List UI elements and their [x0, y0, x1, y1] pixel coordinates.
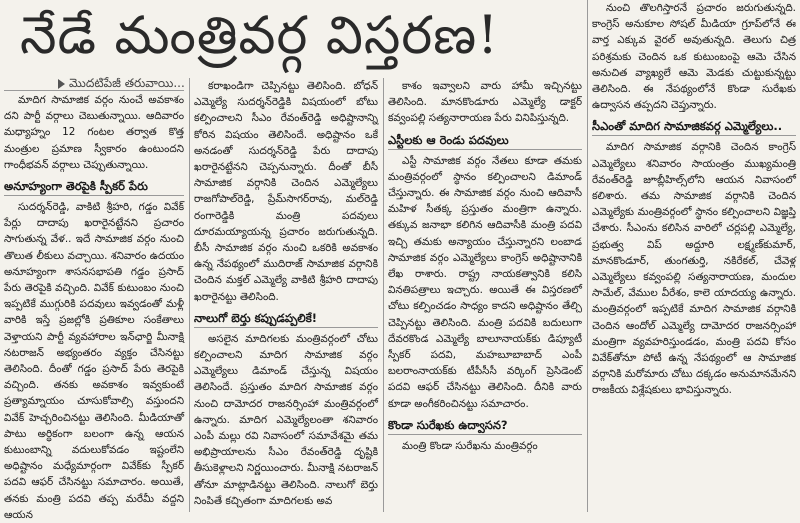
paragraph: మాదిగ సామాజిక వర్గం నుంచే అవకాశం దని పార్టీ వర్గాలు చెబుతున్నాయి. ఆదివారం మధ్యాహ్నం 12 గంటల తర్వాత కొత్త మంత్రుల ప్రమాణ స్వీకారం ఉంటుందని గాంధీభవన్ వర్గాలు చెప్పుతున్నాయి. [4, 94, 184, 171]
subheading: నాలుగో బెర్తు కప్పుడప్పలికే! [194, 309, 378, 328]
subheading: కొండా సురేఖకు ఉద్వాసన? [388, 416, 582, 435]
subheading: ఎస్టీలకు ఆ రెండు పదవులు [388, 131, 582, 150]
paragraph: నుంచి తొలగిస్తారనే ప్రచారం జరుగుతున్నది. కాంగ్రెస్ అనుకూల సోషల్ మీడియా గ్రూప్‌లోనే ఈ వార్త ఎక్కువ వైరల్ అవుతున్నది. తెలుగు చిత్ర పరిశ్రమకు చెందిన ఒక కుటుంబంపై ఆమె చేసిన అనుచిత వ్యాఖ్యలే ఆమె మెడకు చుట్టుకున్నట్టు తెలిసింది. ఈ నేపథ్యంలోనే కొండా సురేఖకు ఉద్వాసన తప్పదని చెప్తున్నారు. [592, 2, 796, 112]
paragraph: కరాఖండిగా చెప్పినట్టు తెలిసింది. బోధన్ ఎమ్మెల్యే సుదర్శన్‌రెడ్డికి విషయంలో బోటు కల్పించాలని సీఎం రేవంత్‌రెడ్డి అధిష్టానాన్ని కోరిన విషయం తెలిసిందే. అధిష్టానం ఒకే అనడంతో సుదర్శన్‌రెడ్డి పేరు దాదాపు ఖరారైనట్టేనని చెప్పనున్నారు. దీంతో బీసీ సామాజిక వర్గానికి చెందిన ఎమ్మెల్యేలు రాజగోపాల్‌రెడ్డి, ప్రేమ్‌సాగర్‌రావు, మల్‌రెడ్డి రంగారెడ్డికి మంత్రి పదవులు దూరమయ్యాయన్న ప్రచారం జరుగుతున్నది. బీసీ సామాజిక వర్గం నుంచి ఒకరికి అవకాశం ఉన్న నేపథ్యంలో ముదిరాజ్ సామాజిక వర్గానికి చెందిన మక్తల్ ఎమ్మెల్యే వాకిటి శ్రీహరి దాదాపు ఖరారైనట్టు తెలిసింది. [194, 80, 378, 303]
column-divider [587, 0, 588, 512]
column-1 [4, 92, 184, 521]
paragraph: ఎస్టీ సామాజిక వర్గం నేతలు కూడా తమకు మంత్రివర్గంలో స్థానం కల్పించాలని డిమాండ్ చేస్తున్నారు. ఈ సామాజిక వర్గం నుంచి ఆదివాసీ మహిళ సీతక్క ప్రస్తుతం మంత్రిగా ఉన్నారు. తక్కువ జనాభా కలిగిన ఆదివాసీకి మంత్రి పదవి ఇచ్చి తమకు అన్యాయం చేస్తున్నారని లంబాడ సామాజిక వర్గం ఎమ్మెల్యేలు కాంగ్రెస్ అధిష్టానానికి లేఖ రాశారు. రాష్ట్ర నాయకత్వానికి కలిసి వినతిపత్రాలు ఇచ్చారు. అయితే ఈ విస్తరణలో చోటు కల్పించడం సాధ్యం కాదని అధిష్టానం తేల్చి చెప్పినట్టు తెలిసింది. మంత్రి పదవికి బదులుగా దేవరకొండ ఎమ్మెల్యే బాలూనాయక్‌కు డిప్యూటీ స్పీకర్ పదవి, మహబూబాబాద్ ఎంపీ బలరాంనాయక్‌కు టీపీసీసీ వర్కింగ్ ప్రెసిడెంట్ పదవి ఆఫర్ చేసినట్టు తెలిసింది. దీనికి వారు కూడా అంగీకరించినట్టు సమాచారం. [388, 154, 582, 410]
headline: నేడే మంత్రివర్గ విస్తరణ! [20, 6, 500, 66]
triangle-icon [58, 79, 65, 89]
paragraph: కాశం ఇవ్వాలని వారు హామీ ఇచ్చినట్టు తెలిసింది. మానకొండూరు ఎమ్మెల్యే డాక్టర్ కవ్వంపల్లి సత్యనారాయణ పేరు వినిపిస్తున్నది. [388, 80, 582, 125]
kicker-text: మొదటిపేజీ తరువాయి... [69, 76, 185, 90]
kicker-rule [4, 90, 184, 91]
paragraph: అసలైన మాదిగలకు మంత్రివర్గంలో చోటు కల్పించాలని మాదిగ సామాజిక వర్గం ఎమ్మెల్యేలు డిమాండ్ చేస్తున్న విషయం తెలిసిందే. ప్రస్తుతం మాదిగ సామాజిక వర్గం నుంచి దామోదర రాజనర్సింహా మంత్రివర్గంలో ఉన్నారు. మాదిగ ఎమ్మెల్యేలంతా శనివారం ఎంపీ మల్లు రవి నివాసంలో సమావేశమై తమ అభిప్రాయాలను సీఎం రేవంత్‌రెడ్డి దృష్టికి తీసుకెళ్లాలని నిర్ణయించారు. మీనాక్షి నటరాజన్ తోనూ మాట్లాడినట్టు తెలిసింది. నాలుగో బెర్తు నింపితే కచ్చితంగా మాదిగలకు అవ [194, 332, 378, 507]
column-divider [189, 78, 190, 512]
paragraph: సుదర్శన్‌రెడ్డి, వాకిటి శ్రీహరి, గడ్డం వివేక్ పేర్లు దాదాపు ఖరారైనట్టేనని ప్రచారం సాగుతున్న వేళ.. ఇదే సామాజిక వర్గం నుంచి తొలుత లీకులు వచ్చాయి. శనివారం ఉదయం అనూహ్యంగా శాసనసభాపతి గడ్డం ప్రసాద్ పేరు తెరపైకి వచ్చింది. వివేక్ కుటుంబం నుంచి ఇప్పటికే ముగ్గురికి పదవులు ఇవ్వడంతో మళ్లీ వారికి ఇస్తే ప్రజల్లోకి ప్రతికూల సంకేతాలు వెళ్తాయని పార్టీ వ్యవహారాల ఇన్‌ఛార్జి మీనాక్షి నటరాజన్ అభ్యంతరం వ్యక్తం చేసినట్టు తెలిసింది. దీంతో గడ్డం ప్రసాద్ పేరు తెరపైకి వచ్చింది. తనకు అవకాశం ఇవ్వకుంటే ప్రత్యామ్నాయం చూసుకోవాల్సి వస్తుందని వివేక్ హెచ్చరించినట్టు తెలిసింది. మీడియాతో పాటు అర్థికంగా బలంగా ఉన్న ఆయన కుటుంబాన్ని వదులుకోవడం ఇష్టంలేని అధిష్టానం మధ్యేమార్గంగా వివేక్‌కు స్పీకర్ పదవి ఆఫర్ చేసినట్టు సమాచారం. అయితే, తనకు మంత్రి పదవి తప్ప మరేమీ వద్దని ఆయన [4, 201, 184, 521]
column-3 [388, 78, 582, 512]
column-divider [383, 78, 384, 512]
column-4 [592, 0, 796, 512]
paragraph: మంత్రి కొండా సురేఖను మంత్రివర్గం [402, 439, 538, 452]
subheading: అనూహ్యంగా తెరపైకి స్పీకర్ పేరు [4, 177, 184, 196]
paragraph: మాదిగ సామాజిక వర్గానికి చెందిన కాంగ్రెస్ ఎమ్మెల్యేలు శనివారం సాయంత్రం ముఖ్యమంత్రి రేవంత్‌రెడ్డి జూబ్లీహిల్స్‌లోని ఆయన నివాసంలో కలిశారు. తమ సామాజిక వర్గానికి చెందిన ఎమ్మెల్యేకు మంత్రివర్గంలో స్థానం కల్పించాలని విజ్ఞప్తి చేశారు. సీఎంను కలిసిన వారిలో చర్లపల్లి ఎమ్మెల్యే, ప్రభుత్వ విప్ అద్దూరి లక్ష్మణ్‌కుమార్, మానకొండూర్, తుంగతుర్తి, నకిరేకల్, చేవెళ్ల ఎమ్మెల్యేలు కవ్వంపల్లి సత్యనారాయణ, మందుల సామేల్, వేముల వీరేశం, కాలె యాదయ్య ఉన్నారు. మంత్రివర్గంలో ఇప్పటికే మాదిగ సామాజిక వర్గానికి చెందిన ఆందోల్ ఎమ్మెల్యే దామోదర రాజనర్సింహా మంత్రిగా వ్యవహరిస్తుండడం, మంత్రి పదవి కోసం వివేక్‌తోనూ పోటీ ఉన్న నేపథ్యంలో ఆ సామాజిక వర్గానికి మరోమారు చోటు దక్కడం అనుమానమేనని రాజకీయ విశ్లేషకులు భావిస్తున్నారు. [592, 141, 796, 397]
subheading: సీఎంతో మాదిగ సామాజికవర్గ ఎమ్మెల్యేలు.. [592, 117, 796, 136]
column-2 [194, 78, 378, 512]
